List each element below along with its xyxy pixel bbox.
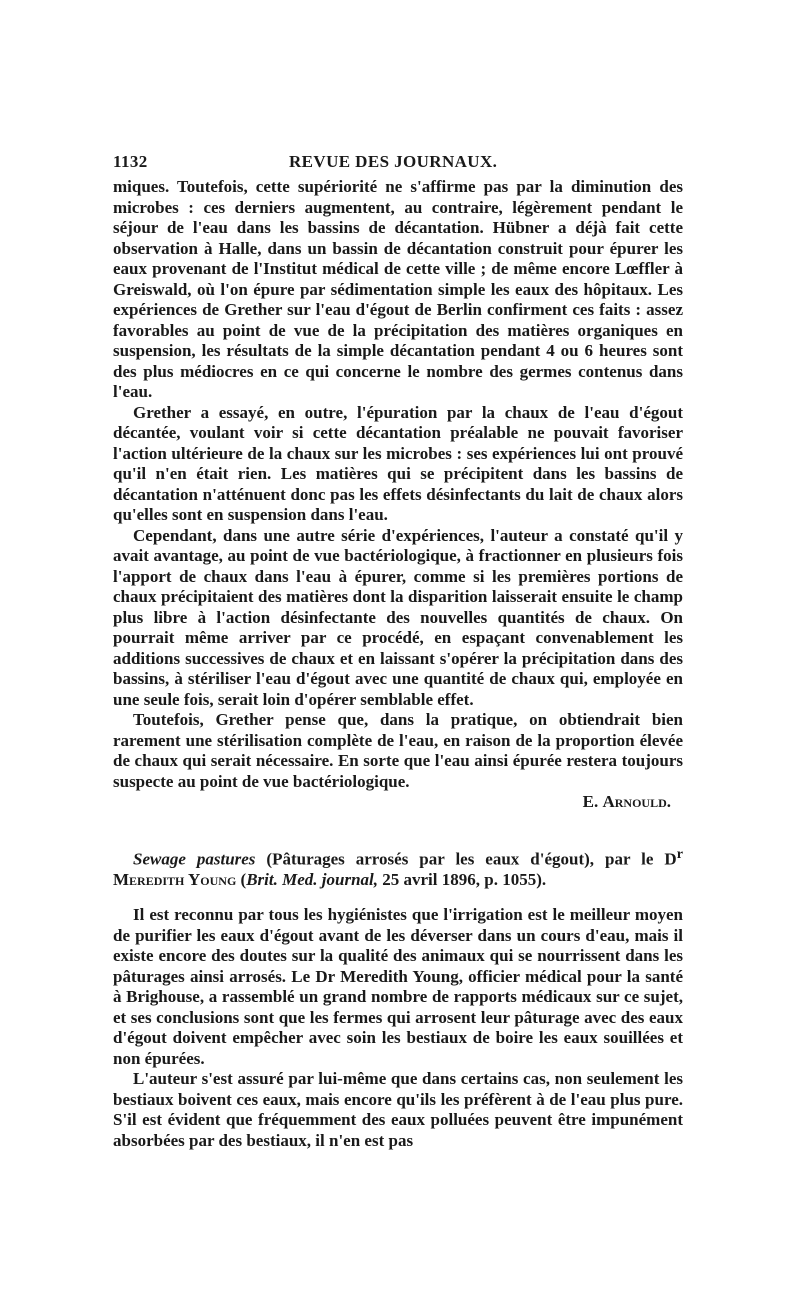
running-title: REVUE DES JOURNAUX. [289,152,498,171]
article-body [113,177,683,1151]
signature-name: Arnould. [602,792,671,811]
page-number: 1132 [113,152,148,171]
reference-author: Meredith Young [113,869,237,889]
paragraph: Il est reconnu par tous les hygiénistes que l'irrigation est le meilleur moyen de purifier les eaux d'égout avant de les déverser dans un cours d'eau, mais il existe encore des doutes sur la qualité des animaux qui se nourrissent dans les pâturages ainsi arrosés. Le Dr Meredith Young, officier médical pour la santé à Brighouse, a rassemblé un grand nombre de rapports médicaux sur ce sujet, et ses conclusions sont que les fermes qui arrosent leur pâturage avec des eaux d'égout doivent empêcher avec soin les bestiaux de boire les eaux souillées et non épurées. [113,905,683,1068]
paragraph: Cependant, dans une autre série d'expériences, l'auteur a constaté qu'il y avait avantage, au point de vue bactériologique, à fractionner en plusieurs fois l'apport de chaux dans l'eau à épurer, comme si les premières portions de chaux précipitaient des matières dont la disparition laisserait ensuite le champ plus libre à l'action désinfectante des nouvelles quantités de chaux. On pourrait même arriver par ce procédé, en espaçant convenablement les additions successives de chaux et en laissant s'opérer la précipitation dans des bassins, à stériliser l'eau d'égout avec une quantité de chaux qui, employée en une seule fois, serait loin d'opérer semblable effet. [113,525,683,709]
reference-details: 25 avril 1896, p. 1055). [378,869,547,889]
article-reference [113,844,683,891]
reference-translation: (Pâturages arrosés par les eaux d'égout), par le [255,849,665,869]
paragraph: Grether a essayé, en outre, l'épuration par la chaux de l'eau d'égout décantée, voulant voir si cette décantation préalable ne pouvait favoriser l'action ultérieure de la chaux sur les microbes : ses expériences lui ont prouvé qu'il n'en était rien. Les matières qui se précipitent dans les bassins de décantation n'atténuent donc pas les effets désinfectants du lait de chaux alors qu'elles sont en suspension dans l'eau. [113,402,683,524]
paragraph: Toutefois, Grether pense que, dans la pratique, on obtiendrait bien rarement une stérilisation complète de l'eau, en raison de la proportion élevée de chaux qui serait nécessaire. En sorte que l'eau ainsi épurée restera toujours suspecte au point de vue bactériologique. [113,710,683,791]
signature-initial: E. [582,792,599,811]
reference-journal: Brit. Med. journal, [246,869,379,889]
paragraph: miques. Toutefois, cette supériorité ne s'affirme pas par la diminution des microbes : ces derniers augmentent, au contraire, légèrement pendant le séjour de l'eau dans les bassins de décantation. Hübner a déjà fait cette observation à Halle, dans un bassin de décantation construit pour épurer les eaux provenant de l'Institut médical de cette ville ; de même encore Lœffler à Greiswald, où l'on épure par sédimentation simple les eaux des hôpitaux. Les expériences de Grether sur l'eau d'égout de Berlin confirment ces faits : assez favorables au point de vue de la précipitation des matières organiques en suspension, les résultats de la simple décantation pendant 4 ou 6 heures sont des plus médiocres en ce qui concerne le nombre des germes contenus dans l'eau. [113,177,683,401]
paragraph: L'auteur s'est assuré par lui-même que dans certains cas, non seulement les bestiaux boivent ces eaux, mais encore qu'ils les préfèrent à de l'eau plus pure. S'il est évident que fréquemment des eaux polluées peuvent être impunément absorbées par des bestiaux, il n'en est pas [113,1069,683,1150]
reference-paren: ( [236,869,247,889]
reference-doctor: D [664,849,677,869]
author-signature [113,792,683,813]
reference-doctor-sup: r [676,845,683,862]
reference-title: Sewage pastures [133,849,256,869]
